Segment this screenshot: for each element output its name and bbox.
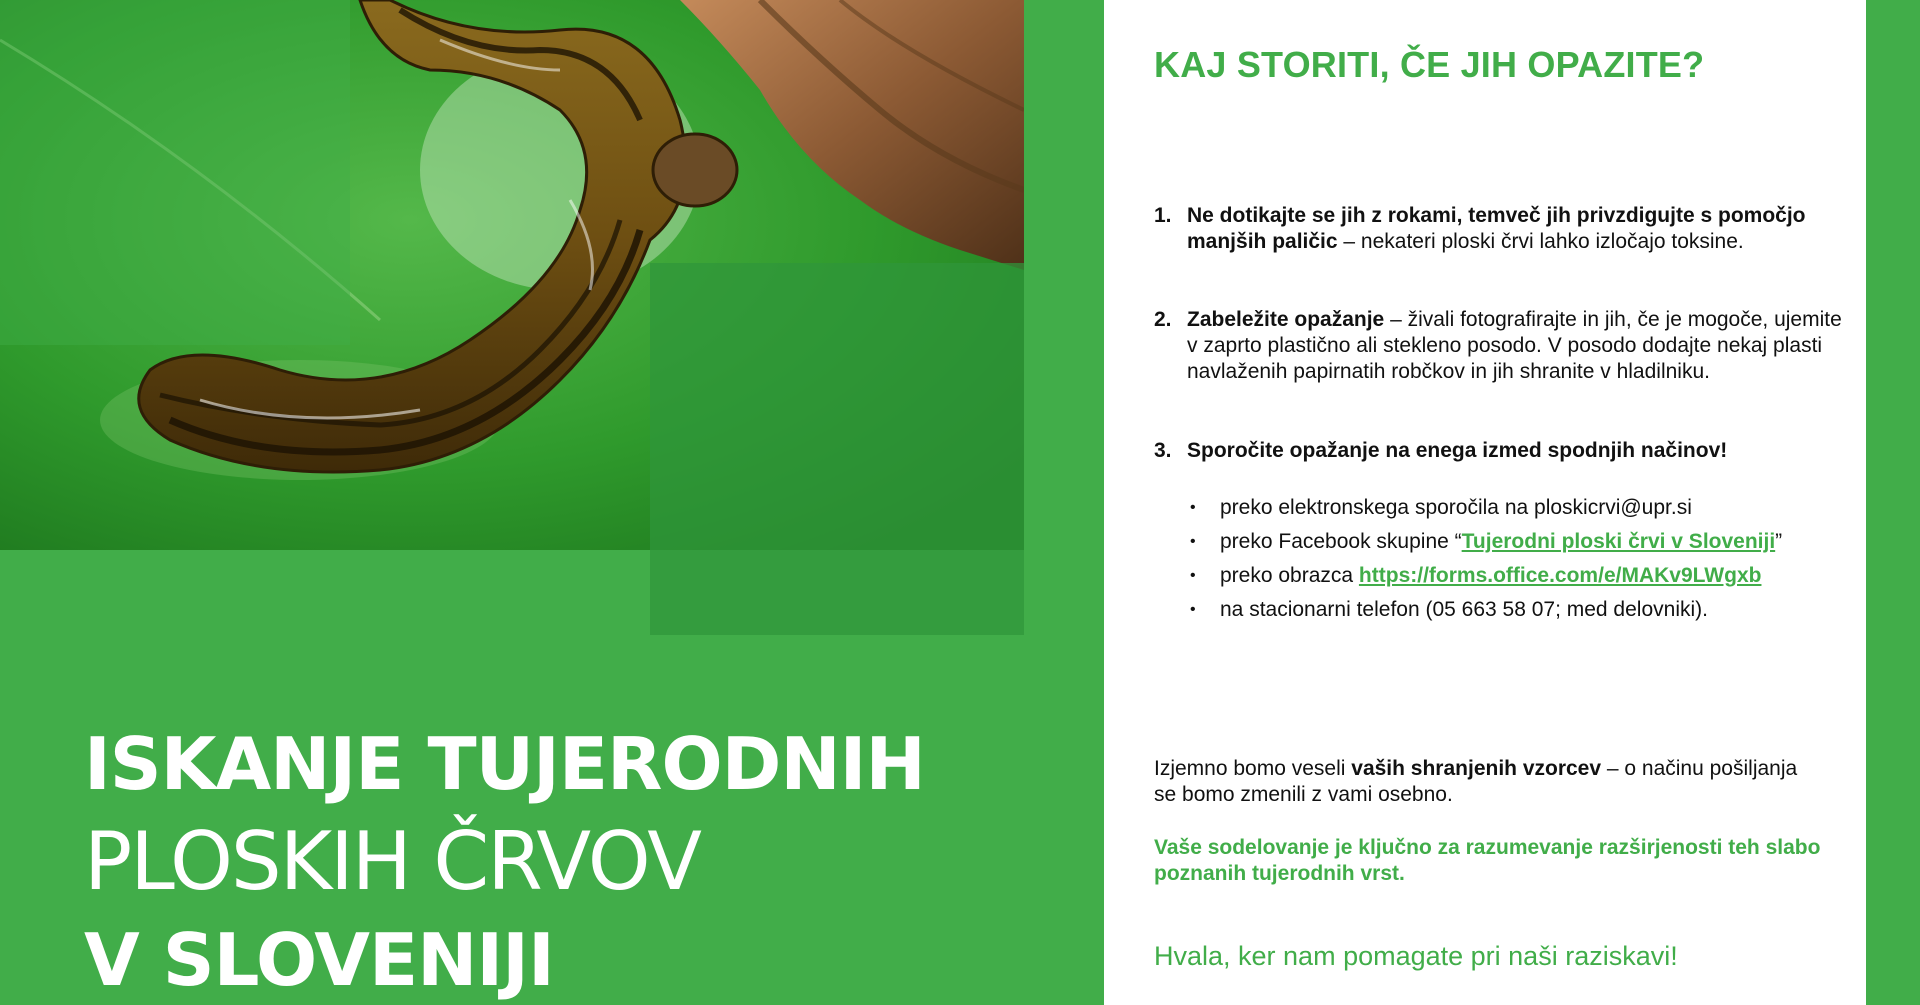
right-green-stripe [1866,0,1920,1005]
instructions-heading: KAJ STORITI, ČE JIH OPAZITE? [1154,44,1705,85]
step-text [1187,307,1844,385]
title-line: PLOSKIH ČRVOV [84,815,701,908]
overlay-square [0,0,350,345]
step-body-text: – živali fotografirajte in jih, če je mogoče, ujemite v zaprto plastično ali stekleno posodo. V posodo dodajte nekaj plasti navlaženih papirnatih robčkov in jih shranite v hladilniku. [1187,308,1842,383]
contact-methods-list [1187,491,1782,627]
instruction-step [1154,307,1844,385]
step-number: 3. [1154,439,1172,462]
contact-text: preko obrazca [1220,564,1359,587]
contact-item-phone [1187,593,1782,627]
contact-text: preko elektronskega sporočila na ploskicrvi@upr.si [1220,496,1692,519]
overlay-square [650,263,1024,635]
step-bold-text: Sporočite opažanje na enega izmed spodnjih načinov! [1187,439,1728,462]
step-text [1187,438,1844,464]
samples-note [1154,756,1814,808]
note-text: – o načinu pošiljanja se bomo zmenili z vami osebno. [1154,757,1798,806]
step-text [1187,203,1844,255]
step-number: 2. [1154,308,1172,331]
title-line: ISKANJE TUJERODNIH [84,722,925,806]
contact-item-email [1187,491,1782,525]
step-number: 1. [1154,204,1172,227]
thank-you-text: Hvala, ker nam pomagate pri naši raziskavi! [1154,941,1678,971]
emphasis-text: Vaše sodelovanje je ključno za razumevanje razširjenosti teh slabo poznanih tujerodnih vrst. [1154,836,1821,885]
contact-item-form [1187,559,1782,593]
step-bold-text: Ne dotikajte se jih z rokami, temveč jih privzdigujte s pomočjo manjših paličic [1187,204,1806,253]
title-line: V SLOVENIJI [84,918,554,1002]
poster-title [84,715,1004,1005]
note-bold-text: vaših shranjenih vzorcev [1351,757,1602,780]
contact-text: na stacionarni telefon (05 663 58 07; med delovniki). [1220,598,1708,621]
instructions-panel [1104,0,1866,1005]
facebook-group-link[interactable]: Tujerodni ploski črvi v Sloveniji [1461,530,1776,553]
form-link[interactable]: https://forms.office.com/e/MAKv9LWgxb [1358,564,1762,587]
flatworm-head [653,134,737,206]
step-body-text: – nekateri ploski črvi lahko izločajo toksine. [1337,230,1744,253]
contact-item-facebook [1187,525,1782,559]
contact-text: ” [1775,530,1783,553]
instruction-step [1154,203,1844,255]
note-text: Izjemno bomo veseli [1154,757,1352,780]
step-bold-text: Zabeležite opažanje [1187,308,1385,331]
instruction-step [1154,438,1844,464]
contact-text: preko Facebook skupine “ [1220,530,1462,553]
